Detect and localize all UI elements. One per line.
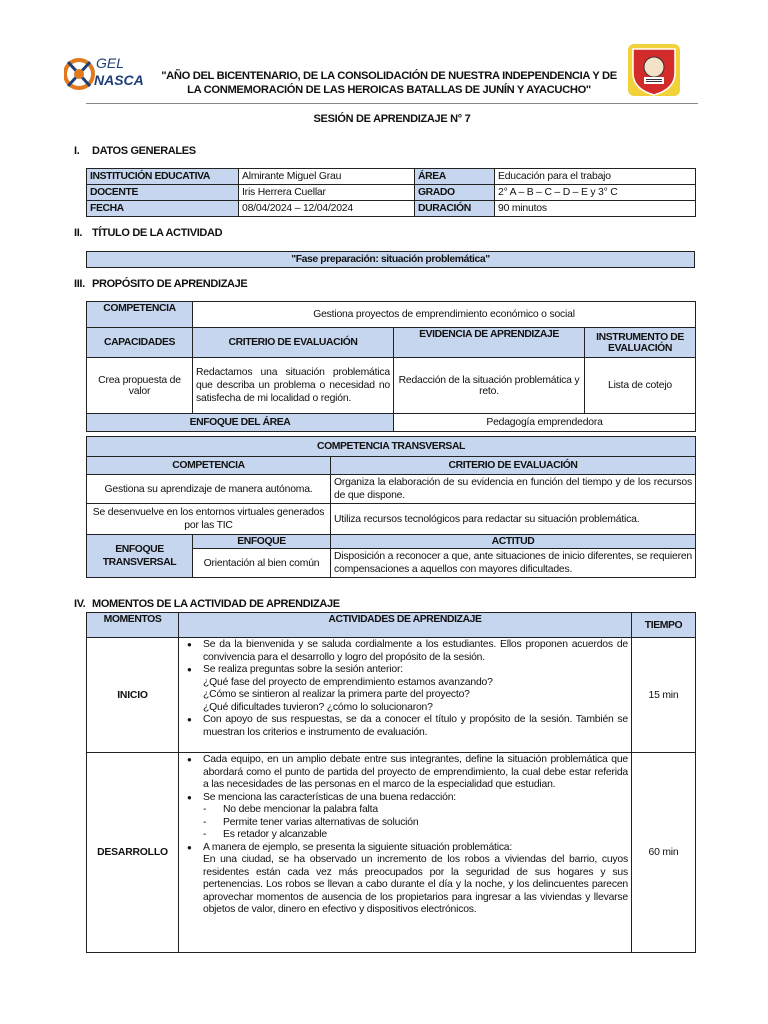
section-2-number: II.: [74, 227, 83, 239]
col-tiempo: TIEMPO: [632, 613, 696, 638]
table-row: [87, 358, 696, 414]
desarrollo-activity-list: [182, 754, 628, 917]
enfoque-transversal-label: ENFOQUE TRANSVERSAL: [87, 535, 193, 578]
section-4-title: MOMENTOS DE LA ACTIVIDAD DE APRENDIZAJE: [92, 598, 340, 610]
t-criterio-1: Organiza la elaboración de su evidencia en función del tiempo y de los recursos de que dispone.: [331, 475, 696, 504]
logo-text-bottom: NASCA: [94, 72, 144, 88]
col-capacidades: CAPACIDADES: [87, 328, 193, 358]
dash-icon: -: [203, 804, 207, 815]
activity-title-table: [86, 251, 695, 268]
bullet-icon: ●: [187, 665, 192, 674]
section-1-number: I.: [74, 145, 80, 157]
header-title-line1: "AÑO DEL BICENTENARIO, DE LA CONSOLIDACIÓN DE NUESTRA INDEPENDENCIA Y DE: [161, 70, 617, 82]
table-row: [87, 613, 696, 638]
t-criterio-2: Utiliza recursos tecnológicos para redactar su situación problemática.: [331, 504, 696, 535]
example-problem-paragraph: En una ciudad, se ha observado un incremento de los robos a viviendas del barrio, cuyos residentes están cada vez más preocupados por la seguridad de sus hogares y sus pertenencias. Los robos se llevan a cabo durante el día y la noche, y los delincuentes parecen aprovechar momentos de ausencia de los propietarios para ingresar a las viviendas y llevarse objetos de valor, dinero en efectivo y dispositivos electrónicos.: [203, 854, 628, 915]
section-1-title: DATOS GENERALES: [92, 145, 196, 157]
inicio-question-2: ¿Cómo se sintieron al realizar la primera parte del proyecto?: [203, 689, 470, 700]
list-item: [203, 817, 628, 830]
table-row: [87, 201, 696, 217]
instrumento-value: Lista de cotejo: [585, 358, 696, 414]
desarrollo-bullet-3: A manera de ejemplo, se presenta la siguiente situación problemática:: [203, 841, 513, 853]
purpose-table: [86, 301, 696, 432]
table-row: [87, 414, 696, 432]
label-fecha: FECHA: [87, 201, 239, 217]
col-instrumento: INSTRUMENTO DE EVALUACIÓN: [585, 328, 696, 358]
inicio-bullet-3: Con apoyo de sus respuestas, se da a conocer el título y propósito de la sesión. También se muestran los criterios e instrumento de evaluación.: [203, 714, 628, 738]
enfoque-area-label: ENFOQUE DEL ÁREA: [87, 414, 394, 432]
header-title: [160, 69, 618, 97]
table-row: [87, 169, 696, 185]
dash-icon: -: [203, 829, 207, 840]
table-row: [87, 475, 696, 504]
section-3-number: III.: [74, 278, 85, 290]
inicio-bullet-2: Se realiza preguntas sobre la sesión anterior:: [203, 664, 403, 675]
inicio-question-3: ¿Qué dificultades tuvieron? ¿cómo lo solucionaron?: [203, 701, 433, 713]
ugel-nasca-logo: [64, 52, 146, 96]
list-item: [182, 754, 628, 792]
bullet-icon: ●: [187, 755, 192, 764]
label-docente: DOCENTE: [87, 185, 239, 201]
enfoque-area-value: Pedagogía emprendedora: [394, 414, 696, 432]
section-1-heading: [74, 145, 196, 157]
t-competencia-2: Se desenvuelve en los entornos virtuales generados por las TIC: [87, 504, 331, 535]
col-evidencia: EVIDENCIA DE APRENDIZAJE: [394, 328, 585, 358]
label-grado: GRADO: [415, 185, 495, 201]
table-row: [87, 328, 696, 358]
col-momentos: MOMENTOS: [87, 613, 179, 638]
label-area: ÁREA: [415, 169, 495, 185]
actitud-value: Disposición a reconocer a que, ante situaciones de inicio diferentes, se requieren compensaciones a aquellos con mayores dificultades.: [331, 549, 696, 578]
characteristic-2: Permite tener varias alternativas de solución: [223, 816, 419, 828]
section-2-heading: [74, 227, 222, 239]
bullet-icon: ●: [187, 640, 192, 649]
section-4-heading: [74, 598, 340, 610]
list-item: [182, 714, 628, 739]
value-docente: Iris Herrera Cuellar: [239, 185, 415, 201]
table-row: [87, 302, 696, 328]
table-row: [87, 252, 695, 268]
label-institucion: INSTITUCIÓN EDUCATIVA: [87, 169, 239, 185]
list-item: [182, 664, 628, 714]
moment-inicio-time: 15 min: [632, 638, 696, 753]
section-4-number: IV.: [74, 598, 86, 610]
list-item: [182, 639, 628, 664]
logo-text-top: GEL: [96, 55, 125, 71]
moment-desarrollo-time: 60 min: [632, 753, 696, 953]
inicio-question-1: ¿Qué fase del proyecto de emprendimiento estamos avanzando?: [203, 676, 493, 688]
dash-icon: -: [203, 816, 207, 828]
col-criterio: CRITERIO DE EVALUACIÓN: [193, 328, 394, 358]
moment-inicio-activities: [179, 638, 632, 753]
table-row: [87, 535, 696, 549]
desarrollo-bullet-1: Cada equipo, en un amplio debate entre sus integrantes, define la situación problemática que abordará como el punto de partida del proyecto de emprendimiento, la cual debe estar referida a las necesidades de las personas en el marco de la especialidad que estudian.: [203, 754, 628, 790]
inicio-activity-list: [182, 639, 628, 739]
list-item: [182, 792, 628, 842]
bullet-icon: ●: [187, 792, 192, 802]
evidencia-value: Redacción de la situación problemática y reto.: [394, 358, 585, 414]
moment-desarrollo-activities: [179, 753, 632, 953]
list-item: [203, 804, 628, 817]
t-col-criterio: CRITERIO DE EVALUACIÓN: [331, 457, 696, 475]
moment-desarrollo-label: DESARROLLO: [87, 753, 179, 953]
e-col-enfoque: ENFOQUE: [193, 535, 331, 549]
bullet-icon: ●: [187, 715, 192, 724]
table-row: [87, 504, 696, 535]
competencia-label: COMPETENCIA: [87, 302, 193, 328]
characteristic-3: Es retador y alcanzable: [223, 829, 327, 840]
bullet-icon: ●: [187, 842, 192, 852]
t-col-competencia: COMPETENCIA: [87, 457, 331, 475]
table-row: [87, 185, 696, 201]
value-institucion: Almirante Miguel Grau: [239, 169, 415, 185]
label-duracion: DURACIÓN: [415, 201, 495, 217]
header-title-line2: LA CONMEMORACIÓN DE LAS HEROICAS BATALLAS DE JUNÍN Y AYACUCHO": [187, 84, 591, 96]
competencia-value: Gestiona proyectos de emprendimiento económico o social: [193, 302, 696, 328]
desarrollo-bullet-2: Se menciona las características de una buena redacción:: [203, 791, 456, 803]
inicio-bullet-1: Se da la bienvenida y se saluda cordialmente a los estudiantes. Ellos proponen acuerdos de convivencia para el desarrollo y logro del propósito de la sesión.: [203, 639, 628, 663]
characteristics-list: [203, 804, 628, 842]
criterio-value: Redactamos una situación problemática que describa un problema o necesidad no satisfecha de mi localidad o región.: [193, 358, 394, 414]
table-row: [87, 457, 696, 475]
competencia-transversal-label: COMPETENCIA TRANSVERSAL: [87, 437, 696, 457]
table-row: [87, 753, 696, 953]
t-competencia-1: Gestiona su aprendizaje de manera autónoma.: [87, 475, 331, 504]
value-fecha: 08/04/2024 – 12/04/2024: [239, 201, 415, 217]
value-area: Educación para el trabajo: [495, 169, 696, 185]
enfoque-value: Orientación al bien común: [193, 549, 331, 578]
characteristic-1: No debe mencionar la palabra falta: [223, 804, 378, 815]
general-data-table: [86, 168, 696, 217]
value-grado: 2° A – B – C – D – E y 3° C: [495, 185, 696, 201]
moment-inicio-label: INICIO: [87, 638, 179, 753]
moments-table: [86, 612, 696, 953]
session-title: SESIÓN DE APRENDIZAJE N° 7: [313, 113, 471, 125]
e-col-actitud: ACTITUD: [331, 535, 696, 549]
school-crest-logo: [627, 43, 681, 97]
section-3-title: PROPÓSITO DE APRENDIZAJE: [92, 278, 248, 290]
capacidad-value: Crea propuesta de valor: [87, 358, 193, 414]
transversal-table: [86, 436, 696, 578]
list-item: [182, 842, 628, 917]
header-divider: [86, 103, 698, 104]
activity-title: "Fase preparación: situación problemática": [87, 252, 695, 268]
section-2-title: TÍTULO DE LA ACTIVIDAD: [92, 227, 223, 239]
table-row: [87, 638, 696, 753]
table-row: [87, 437, 696, 457]
value-duracion: 90 minutos: [495, 201, 696, 217]
col-actividades: ACTIVIDADES DE APRENDIZAJE: [179, 613, 632, 638]
list-item: [203, 829, 628, 842]
section-3-heading: [74, 278, 247, 290]
